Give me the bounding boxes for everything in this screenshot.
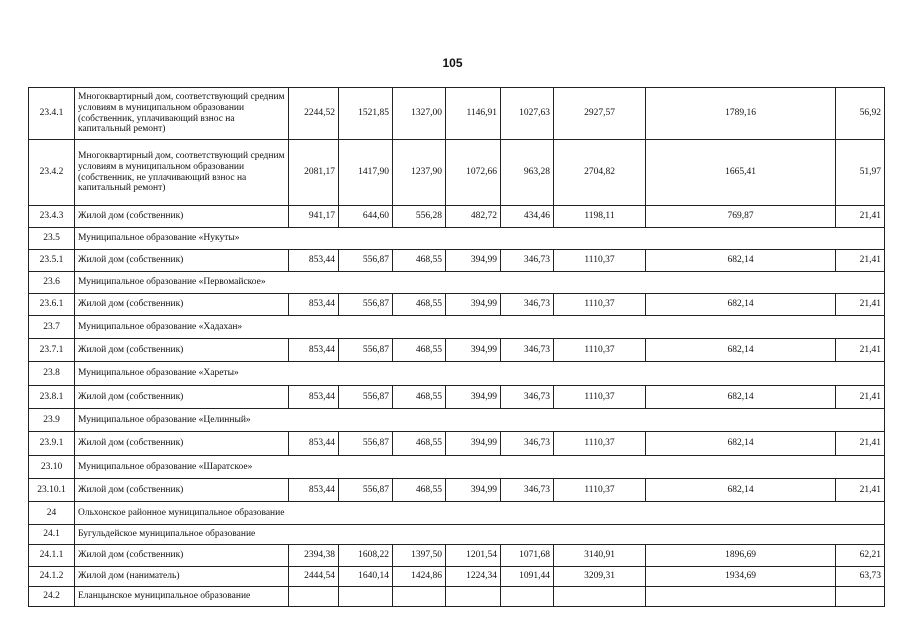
group-name-cell: Ольхонское районное муниципальное образование xyxy=(75,502,885,525)
value-cell: 21,41 xyxy=(836,386,885,409)
row-name-cell: Жилой дом (собственник) xyxy=(75,432,289,456)
value-cell: 1201,54 xyxy=(446,545,501,567)
table-row xyxy=(29,206,885,228)
empty-cell xyxy=(554,587,646,607)
value-cell: 56,92 xyxy=(836,88,885,140)
table-row xyxy=(29,294,885,316)
value-cell: 468,55 xyxy=(393,479,446,502)
value-cell: 21,41 xyxy=(836,339,885,362)
value-cell: 556,87 xyxy=(339,250,393,272)
group-name-cell: Бугульдейское муниципальное образование xyxy=(75,525,885,545)
row-name-cell: Многоквартирный дом, соответствующий средним условиям в муниципальном образовании (собственник, уплачивающий взнос на капитальный ремонт) xyxy=(75,88,289,140)
value-cell: 853,44 xyxy=(289,250,339,272)
row-name-cell: Многоквартирный дом, соответствующий средним условиям в муниципальном образовании (собственник, не уплачивающий взнос на капитальный ремонт) xyxy=(75,140,289,206)
row-code-cell: 24.1 xyxy=(29,525,75,545)
value-cell: 1110,37 xyxy=(554,432,646,456)
value-cell: 21,41 xyxy=(836,206,885,228)
value-cell: 63,73 xyxy=(836,567,885,587)
value-cell: 3140,91 xyxy=(554,545,646,567)
value-cell: 346,73 xyxy=(501,432,554,456)
empty-cell xyxy=(289,587,339,607)
value-cell: 853,44 xyxy=(289,386,339,409)
value-cell: 1110,37 xyxy=(554,479,646,502)
value-cell: 394,99 xyxy=(446,479,501,502)
value-cell: 1521,85 xyxy=(339,88,393,140)
value-cell: 394,99 xyxy=(446,339,501,362)
value-cell: 1110,37 xyxy=(554,339,646,362)
value-cell: 468,55 xyxy=(393,339,446,362)
table-row xyxy=(29,567,885,587)
value-cell: 941,17 xyxy=(289,206,339,228)
page-number: 105 xyxy=(442,56,463,70)
value-cell: 556,87 xyxy=(339,339,393,362)
value-cell: 3209,31 xyxy=(554,567,646,587)
value-cell: 21,41 xyxy=(836,250,885,272)
value-cell: 434,46 xyxy=(501,206,554,228)
value-cell: 682,14 xyxy=(646,479,836,502)
row-name-cell: Жилой дом (собственник) xyxy=(75,479,289,502)
value-cell: 682,14 xyxy=(646,294,836,316)
row-code-cell: 23.4.3 xyxy=(29,206,75,228)
row-code-cell: 24.1.2 xyxy=(29,567,75,587)
row-code-cell: 23.6.1 xyxy=(29,294,75,316)
group-name-cell: Муниципальное образование «Целинный» xyxy=(75,409,885,432)
value-cell: 394,99 xyxy=(446,386,501,409)
value-cell: 21,41 xyxy=(836,479,885,502)
value-cell: 1146,91 xyxy=(446,88,501,140)
group-header-row xyxy=(29,409,885,432)
row-code-cell: 23.6 xyxy=(29,272,75,294)
row-code-cell: 24.2 xyxy=(29,587,75,607)
row-code-cell: 23.8.1 xyxy=(29,386,75,409)
empty-cell xyxy=(501,587,554,607)
value-cell: 1110,37 xyxy=(554,386,646,409)
value-cell: 62,21 xyxy=(836,545,885,567)
empty-cell xyxy=(646,587,836,607)
value-cell: 1110,37 xyxy=(554,250,646,272)
value-cell: 346,73 xyxy=(501,479,554,502)
value-cell: 682,14 xyxy=(646,386,836,409)
value-cell: 682,14 xyxy=(646,432,836,456)
value-cell: 644,60 xyxy=(339,206,393,228)
value-cell: 556,28 xyxy=(393,206,446,228)
value-cell: 963,28 xyxy=(501,140,554,206)
value-cell: 51,97 xyxy=(836,140,885,206)
row-code-cell: 23.4.1 xyxy=(29,88,75,140)
value-cell: 1027,63 xyxy=(501,88,554,140)
value-cell: 1424,86 xyxy=(393,567,446,587)
value-cell: 556,87 xyxy=(339,294,393,316)
value-cell: 1091,44 xyxy=(501,567,554,587)
value-cell: 346,73 xyxy=(501,250,554,272)
group-header-row xyxy=(29,228,885,250)
value-cell: 1224,34 xyxy=(446,567,501,587)
value-cell: 394,99 xyxy=(446,250,501,272)
value-cell: 853,44 xyxy=(289,479,339,502)
row-code-cell: 23.7.1 xyxy=(29,339,75,362)
group-header-row xyxy=(29,525,885,545)
value-cell: 2081,17 xyxy=(289,140,339,206)
row-code-cell: 23.5 xyxy=(29,228,75,250)
value-cell: 468,55 xyxy=(393,294,446,316)
value-cell: 21,41 xyxy=(836,432,885,456)
value-cell: 346,73 xyxy=(501,294,554,316)
group-name-cell: Муниципальное образование «Нукуты» xyxy=(75,228,885,250)
group-header-row xyxy=(29,362,885,386)
row-code-cell: 23.8 xyxy=(29,362,75,386)
row-code-cell: 23.10 xyxy=(29,456,75,479)
group-name-cell: Муниципальное образование «Хадахан» xyxy=(75,316,885,339)
value-cell: 1327,00 xyxy=(393,88,446,140)
empty-cell xyxy=(446,587,501,607)
group-name-cell: Муниципальное образование «Первомайское» xyxy=(75,272,885,294)
group-header-row xyxy=(29,272,885,294)
row-name-cell: Жилой дом (собственник) xyxy=(75,386,289,409)
value-cell: 2444,54 xyxy=(289,567,339,587)
value-cell: 394,99 xyxy=(446,294,501,316)
value-cell: 853,44 xyxy=(289,432,339,456)
row-name-cell: Жилой дом (собственник) xyxy=(75,545,289,567)
row-code-cell: 23.4.2 xyxy=(29,140,75,206)
table-row xyxy=(29,250,885,272)
value-cell: 853,44 xyxy=(289,294,339,316)
value-cell: 1896,69 xyxy=(646,545,836,567)
table-row xyxy=(29,545,885,567)
row-code-cell: 23.9.1 xyxy=(29,432,75,456)
value-cell: 346,73 xyxy=(501,339,554,362)
value-cell: 769,87 xyxy=(646,206,836,228)
table-row xyxy=(29,339,885,362)
value-cell: 1934,69 xyxy=(646,567,836,587)
value-cell: 1072,66 xyxy=(446,140,501,206)
value-cell: 1640,14 xyxy=(339,567,393,587)
value-cell: 468,55 xyxy=(393,432,446,456)
value-cell: 1071,68 xyxy=(501,545,554,567)
row-name-cell: Жилой дом (собственник) xyxy=(75,339,289,362)
table-row xyxy=(29,88,885,140)
value-cell: 468,55 xyxy=(393,250,446,272)
empty-cell xyxy=(339,587,393,607)
empty-cell xyxy=(393,587,446,607)
group-header-row xyxy=(29,316,885,339)
value-cell: 1237,90 xyxy=(393,140,446,206)
value-cell: 682,14 xyxy=(646,250,836,272)
value-cell: 2244,52 xyxy=(289,88,339,140)
value-cell: 556,87 xyxy=(339,386,393,409)
tariff-table xyxy=(28,87,885,607)
value-cell: 482,72 xyxy=(446,206,501,228)
group-header-row xyxy=(29,502,885,525)
table-row xyxy=(29,140,885,206)
group-header-row xyxy=(29,456,885,479)
group-name-cell: Еланцынское муниципальное образование xyxy=(75,587,289,607)
row-code-cell: 23.5.1 xyxy=(29,250,75,272)
value-cell: 1417,90 xyxy=(339,140,393,206)
group-header-row xyxy=(29,587,885,607)
row-code-cell: 23.10.1 xyxy=(29,479,75,502)
value-cell: 556,87 xyxy=(339,479,393,502)
value-cell: 1198,11 xyxy=(554,206,646,228)
row-code-cell: 24 xyxy=(29,502,75,525)
value-cell: 1608,22 xyxy=(339,545,393,567)
table-row xyxy=(29,479,885,502)
value-cell: 1397,50 xyxy=(393,545,446,567)
row-code-cell: 23.7 xyxy=(29,316,75,339)
value-cell: 853,44 xyxy=(289,339,339,362)
row-name-cell: Жилой дом (собственник) xyxy=(75,206,289,228)
row-code-cell: 24.1.1 xyxy=(29,545,75,567)
value-cell: 556,87 xyxy=(339,432,393,456)
value-cell: 1665,41 xyxy=(646,140,836,206)
value-cell: 2927,57 xyxy=(554,88,646,140)
group-name-cell: Муниципальное образование «Шаратское» xyxy=(75,456,885,479)
value-cell: 2704,82 xyxy=(554,140,646,206)
row-name-cell: Жилой дом (собственник) xyxy=(75,294,289,316)
row-code-cell: 23.9 xyxy=(29,409,75,432)
value-cell: 346,73 xyxy=(501,386,554,409)
value-cell: 394,99 xyxy=(446,432,501,456)
empty-cell xyxy=(836,587,885,607)
value-cell: 682,14 xyxy=(646,339,836,362)
table-row xyxy=(29,432,885,456)
value-cell: 2394,38 xyxy=(289,545,339,567)
table-row xyxy=(29,386,885,409)
row-name-cell: Жилой дом (наниматель) xyxy=(75,567,289,587)
value-cell: 468,55 xyxy=(393,386,446,409)
value-cell: 1110,37 xyxy=(554,294,646,316)
value-cell: 1789,16 xyxy=(646,88,836,140)
value-cell: 21,41 xyxy=(836,294,885,316)
group-name-cell: Муниципальное образование «Хареты» xyxy=(75,362,885,386)
row-name-cell: Жилой дом (собственник) xyxy=(75,250,289,272)
